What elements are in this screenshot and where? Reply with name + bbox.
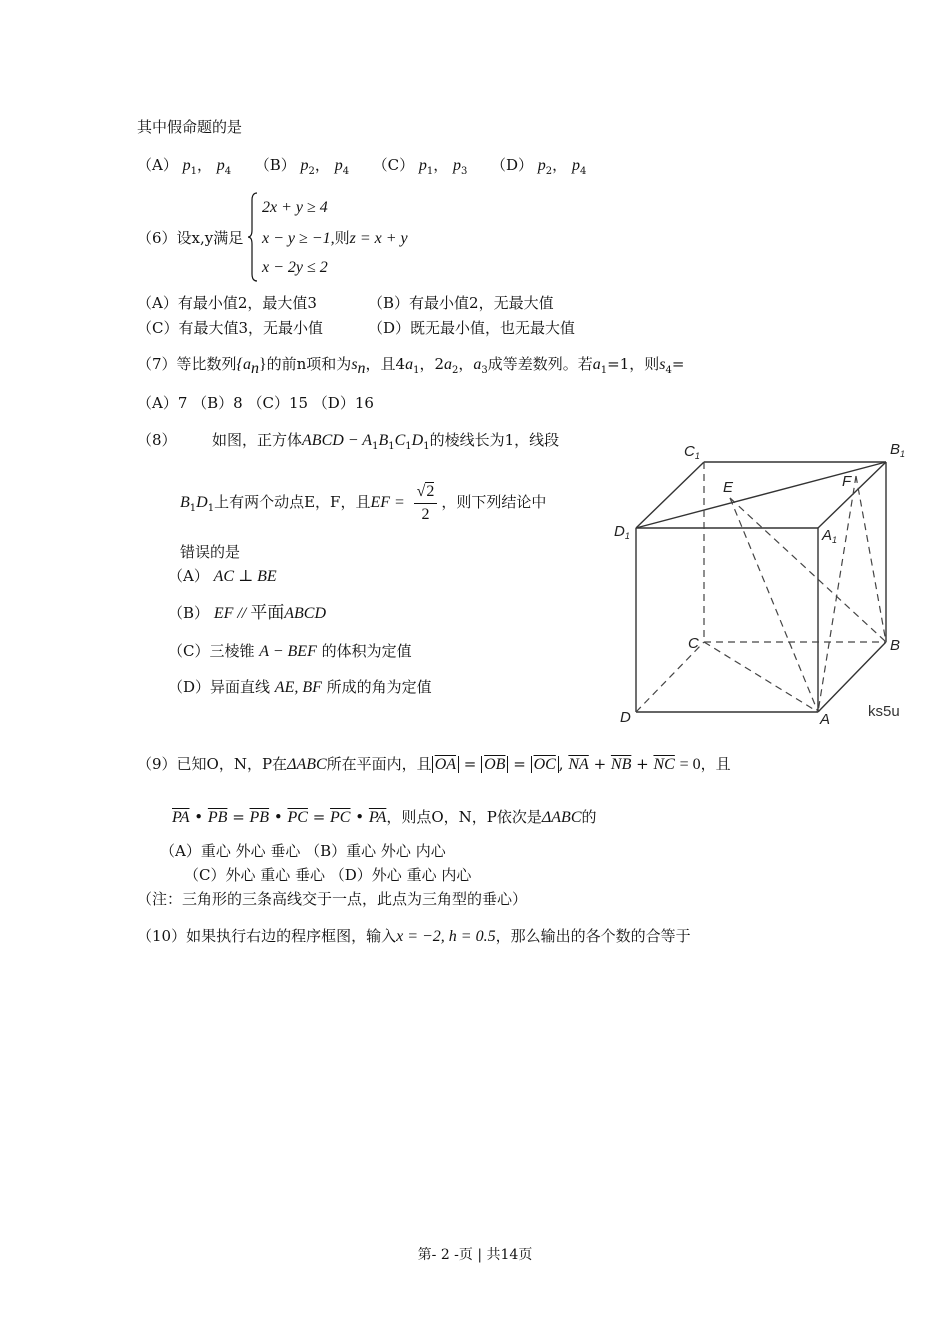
q9-options-ab: （A）重心 外心 垂心 （B）重心 外心 内心: [160, 842, 446, 860]
q6-option-d: （D）既无最小值，也无最大值: [368, 319, 576, 337]
label-e: E: [723, 479, 734, 496]
label-a1: $A_1$: [822, 527, 838, 545]
q8-stem-3: 错误的是: [180, 543, 241, 561]
segment-e-a: [730, 498, 818, 712]
q9-stem-2: $\overline{PA}$ • $\overline{PB} = \overline{PB}$ • $\overline{PC} = \overline{PC}$ • $\overline{PA}$，则点O，N，P依次是ΔABC的: [172, 808, 597, 826]
q8-option-c: （C）三棱锥 A − BEF 的体积为定值: [168, 642, 412, 660]
segment-f-a: [818, 476, 856, 712]
label-b: B: [890, 637, 901, 654]
label-f: F: [842, 473, 852, 490]
label-c: C: [688, 635, 699, 652]
q8-stem-2: $B_1D_1$上有两个动点E，F，且EF = $\frac{√2}{2}$ ，则下列结论中: [180, 478, 546, 526]
q7-stem: （7）等比数列$\{a_n\}$的前n项和为$s_n$，且$4a_1$，$2a_2$，$a_3$成等差数列。若$a_1=1$，则$s_4=$: [137, 355, 685, 377]
q8-number: （8）: [137, 431, 177, 449]
label-c1: $C_1$: [684, 443, 700, 461]
system-ineq-1: 2x + y ≥ 4: [262, 199, 328, 216]
watermark-ks5u: ks5u: [868, 703, 900, 720]
edge-b1-a1: [818, 462, 886, 528]
q8-option-a: （A） AC ⊥ BE: [168, 567, 277, 585]
q5-option-a: （A） $p_1$， $p_4$: [137, 156, 232, 177]
q8-stem-1: 如图，正方体ABCD − $A_1B_1C_1D_1$的棱线长为1，线段: [212, 431, 560, 452]
edge-a-b: [818, 642, 886, 712]
edge-d1-b1: [636, 462, 886, 528]
q9-note: （注：三角形的三条高线交于一点，此点为三角型的垂心）: [137, 890, 528, 908]
label-d: D: [620, 709, 631, 726]
q9-options-cd: （C）外心 重心 垂心 （D）外心 重心 内心: [184, 866, 472, 884]
q5-option-b: （B） $p_2$， $p_4$: [254, 156, 350, 177]
segment-c-a: [704, 642, 818, 712]
intro-line: 其中假命题的是: [137, 118, 243, 136]
system-ineq-3: x − 2y ≤ 2: [262, 259, 328, 276]
q8-option-d: （D）异面直线 AE, BF 所成的角为定值: [168, 678, 432, 696]
system-brace: [248, 192, 258, 282]
q9-stem-1: （9）已知O，N，P在ΔABC所在平面内，且 $\overline{OA} = \overline{OB} = \overline{OC}$ , $\overline{NA} + \overline{NB} + \overline{NC} = 0$，且: [137, 755, 731, 773]
q5-option-c: （C） $p_1$， $p_3$: [372, 156, 468, 177]
page-footer: 第- 2 -页 | 共14页: [417, 1247, 533, 1263]
q7-options: （A）7 （B）8 （C）15 （D）16: [137, 394, 374, 412]
q6-prefix: （6）设x,y满足: [137, 229, 244, 247]
edge-d1-c1: [636, 462, 704, 528]
q6-option-b: （B）有最小值2，无最大值: [368, 294, 554, 312]
segment-f-b: [856, 476, 886, 642]
q5-options: [137, 155, 586, 182]
label-b1: $B_1$: [890, 441, 906, 459]
q6-option-a: （A）有最小值2，最大值3: [137, 294, 317, 312]
sqrt2-over-2: $\frac{√2}{2}$: [414, 481, 438, 526]
label-a: A: [820, 711, 831, 728]
edge-d-c: [636, 642, 704, 712]
system-ineq-2: x − y ≥ −1,则z = x + y: [262, 229, 408, 247]
q10-stem: （10）如果执行右边的程序框图，输入x = −2, h = 0.5，那么输出的各个数的合等于: [137, 927, 691, 945]
segment-e-b: [730, 498, 886, 642]
label-d1: $D_1$: [614, 523, 630, 541]
q8-option-b: （B） EF // 平面ABCD: [168, 603, 327, 623]
q5-option-d: （D） $p_2$， $p_4$: [490, 156, 587, 177]
cube-figure: [612, 440, 922, 730]
q6-option-c: （C）有最大值3，无最小值: [137, 319, 324, 337]
